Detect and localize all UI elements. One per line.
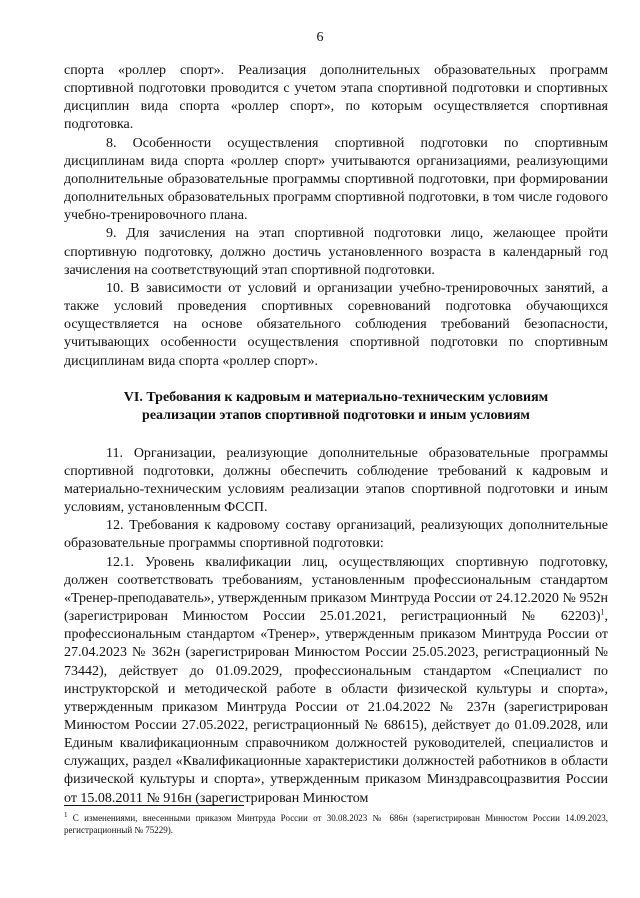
paragraph-12-1-part-a: 12.1. Уровень квалификации лиц, осуществляющих спортивную подготовку, должен соответствовать требованиям, установленным профессиональным стандартом «Тренер-преподаватель», утвержденным приказом Минтруда России от 24.12.2020 № 952н (зарегистрирован Минюстом России 25.01.2021, регистрационный № 62203) xyxy=(64,554,608,625)
page-number: 6 xyxy=(316,30,324,45)
paragraph-8: 8. Особенности осуществления спортивной подготовки по спортивным дисциплинам вида спорта «роллер спорт» учитываются организациями, реализующими дополнительные образовательные программы спортивной подготовки, при формировании дополнительных образовательных программ спортивной подготовки, в том числе годового учебно-тренировочного плана. xyxy=(64,135,608,224)
footnote-text: С изменениями, внесенными приказом Минтруда России от 30.08.2023 № 686н (зарегистрирован Минюстом России 14.09.2023, регистрационный № 75229). xyxy=(64,813,608,835)
section-heading-line-1: VI. Требования к кадровым и материально-техническим условиям xyxy=(123,389,549,405)
paragraph-12-1 xyxy=(64,554,608,808)
paragraph-continuation: спорта «роллер спорт». Реализация дополнительных образовательных программ спортивной подготовки проводится с учетом этапа спортивной подготовки и спортивных дисциплин вида спорта «роллер спорт», по которым осуществляется спортивная подготовка. xyxy=(64,63,608,133)
footnote xyxy=(64,812,608,836)
section-heading xyxy=(64,389,608,425)
footnote-reference: 1 xyxy=(600,607,605,617)
footnote-divider xyxy=(64,805,244,806)
paragraph-9: 9. Для зачисления на этап спортивной подготовки лицо, желающее пройти спортивную подготовку, должно достичь установленного возраста в календарный год зачисления на соответствующий этап спортивной подготовки. xyxy=(64,226,608,278)
paragraph-12: 12. Требования к кадровому составу организаций, реализующих дополнительные образовательные программы спортивной подготовки: xyxy=(64,518,608,552)
paragraph-11: 11. Организации, реализующие дополнительные образовательные программы спортивной подготовки, должны обеспечить соблюдение требований к кадровым и материально-техническим условиям реализации этапов спортивной подготовки и иным условиям, установленным ФССП. xyxy=(64,445,608,516)
paragraph-10: 10. В зависимости от условий и организации учебно-тренировочных занятий, а также условий проведения спортивных соревнований подготовка обучающихся осуществляется на основе обязательного соблюдения требований безопасности, учитывающих особенности осуществления спортивной подготовки по спортивным дисциплинам вида спорта «роллер спорт». xyxy=(64,280,608,369)
paragraph-12-1-part-b: , профессиональным стандартом «Тренер», утвержденным приказом Минтруда России от 27.04.2023 № 362н (зарегистрирован Минюстом России 25.05.2023, регистрационный № 73442), действует до 01.09.2029, профессиональным стандартом «Специалист по инструкторской и методической работе в области физической культуры и спорта», утвержденным приказом Минтруда России от 21.04.2022 № 237н (зарегистрирован Минюстом России 27.05.2022, регистрационный № 68615), действует до 01.09.2028, или Единым квалификационным справочником должностей руководителей, специалистов и служащих, раздел «Квалификационные характеристики должностей работников в области физической культуры и спорта», утвержденным приказом Минздравсоцразвития России от 15.08.2011 № 916н (зарегистрирован Минюстом xyxy=(64,609,608,806)
footnote-marker: 1 xyxy=(64,811,68,819)
section-heading-line-2: реализации этапов спортивной подготовки и иным условиям xyxy=(142,407,530,423)
document-body xyxy=(64,62,608,808)
